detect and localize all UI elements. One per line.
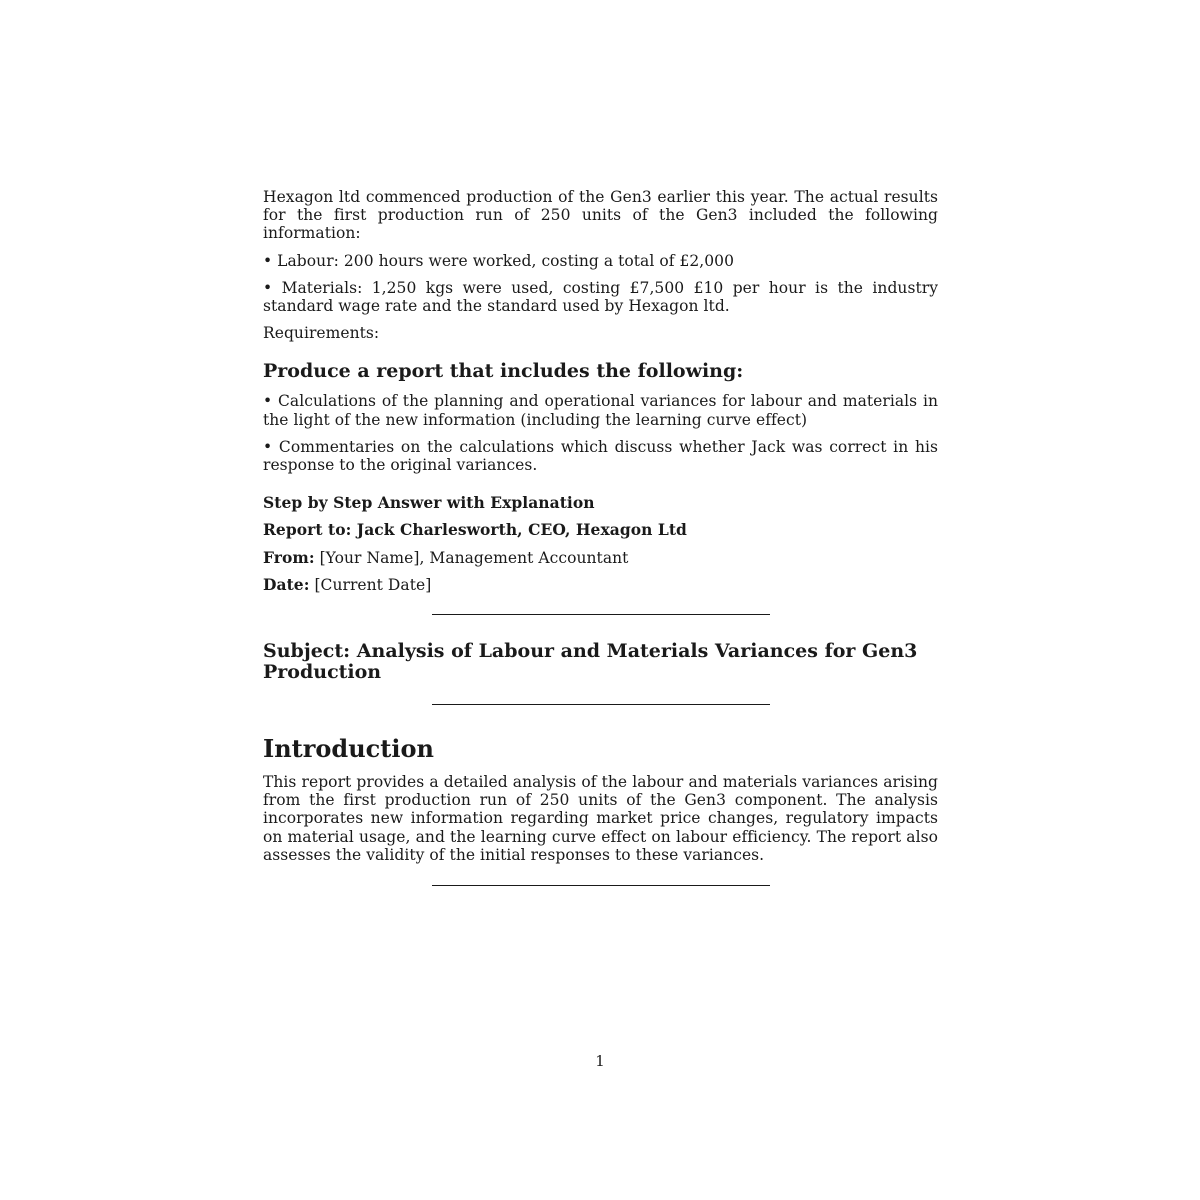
requirements-label: Requirements: bbox=[263, 324, 380, 343]
bullet-commentaries: • Commentaries on the calculations which discuss whether Jack was correct in his response to the original variances. bbox=[263, 437, 938, 475]
introduction-heading: Introduction bbox=[263, 734, 434, 764]
bullet-labour: • Labour: 200 hours were worked, costing a total of £2,000 bbox=[263, 251, 734, 270]
report-to-line: Report to: Jack Charlesworth, CEO, Hexagon Ltd bbox=[263, 520, 687, 540]
page-number: 1 bbox=[595, 1052, 605, 1070]
step-by-step-heading: Step by Step Answer with Explanation bbox=[263, 493, 595, 513]
horizontal-rule-1 bbox=[432, 614, 770, 615]
date-value: [Current Date] bbox=[309, 575, 432, 594]
horizontal-rule-2 bbox=[432, 704, 770, 705]
bullet-materials: • Materials: 1,250 kgs were used, costing £7,500 £10 per hour is the industry standard wage rate and the standard used by Hexagon ltd. bbox=[263, 278, 938, 316]
from-label: From: bbox=[263, 547, 315, 567]
produce-report-heading: Produce a report that includes the following: bbox=[263, 360, 744, 383]
subject-heading: Subject: Analysis of Labour and Materials Variances for Gen3 Production bbox=[263, 640, 918, 684]
intro-paragraph: Hexagon ltd commenced production of the Gen3 earlier this year. The actual results for the first production run of 250 units of the Gen3 included the following information: bbox=[263, 188, 938, 243]
horizontal-rule-3 bbox=[432, 885, 770, 886]
date-line bbox=[263, 576, 938, 594]
introduction-text: This report provides a detailed analysis of the labour and materials variances arising from the first production run of 250 units of the Gen3 component. The analysis incorporates new information regarding market price changes, regulatory impacts on material usage, and the learning curve effect on labour efficiency. The report also assesses the validity of the initial responses to these variances. bbox=[263, 773, 938, 864]
document-page bbox=[263, 188, 938, 886]
date-label: Date: bbox=[263, 574, 310, 594]
bullet-calculations: • Calculations of the planning and operational variances for labour and materials in the light of the new information (including the learning curve effect) bbox=[263, 392, 938, 429]
from-line bbox=[263, 549, 938, 567]
from-value: [Your Name], Management Accountant bbox=[314, 548, 629, 567]
